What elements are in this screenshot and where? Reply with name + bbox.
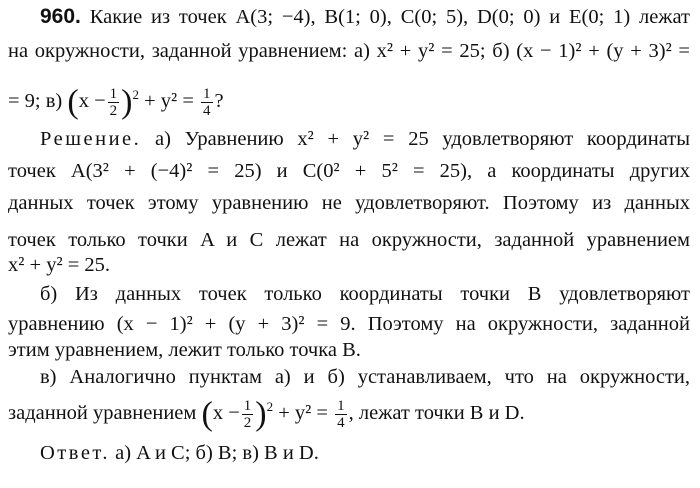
expr-plus-y2: + y² = [144,90,194,112]
fraction-numerator: 1 [243,397,252,414]
problem-text: Какие из точек A(3; −4), B(1; 0), C(0; 5), D(0; 0) и E(0; 1) лежат [89,6,691,28]
fraction-one-half [108,86,120,119]
problem-line-3 [8,78,690,124]
left-paren: ( [201,395,213,433]
exponent: 2 [266,399,274,415]
solution-line-9: в) Аналогично пунктам а) и б) устанавливаем, что на окружности, [40,366,690,388]
answer-text: а) A и C; б) B; в) B и D. [115,442,319,464]
solution-text-1: а) Уравнению x² + y² = 25 удовлетворяют координаты [155,128,690,150]
fraction-numerator: 1 [203,85,211,102]
solution-line-4: точек только точки A и C лежат на окружности, заданной уравнением [8,229,690,251]
fraction-one-half [242,398,254,431]
solution-line-6: б) Из данных точек только координаты точки B удовлетворяют [40,283,690,305]
fraction-denominator: 4 [337,414,345,431]
solution-line-3: данных точек этому уравнению не удовлетворяют. Поэтому из данных [8,192,690,214]
problem-line-2: на окружности, заданной уравнением: а) x² + y² = 25; б) (x − 1)² + (y + 3)² = [8,40,690,62]
fraction-denominator: 4 [203,102,211,119]
solution-line-7: уравнению (x − 1)² + (y + 3)² = 9. Поэтому на окружности, заданной [8,313,690,335]
problem-line-3-start: = 9; в) [8,90,63,112]
solution-line-5: x² + y² = 25. [8,254,111,276]
solution-heading: Решение. [40,128,142,150]
fraction-numerator: 1 [337,397,345,414]
fraction-denominator: 2 [109,102,118,119]
question-mark: ? [214,90,224,112]
fraction-numerator: 1 [109,85,118,102]
expr-x-minus: x − [212,402,240,424]
exponent: 2 [132,87,139,103]
expr-x-minus: x − [78,90,106,112]
right-paren: ) [121,83,133,121]
solution-line-10 [8,390,690,436]
solution-line-2: точек A(3² + (−4)² = 25) и C(0² + 5² = 25), а координаты других [8,160,690,182]
fraction-one-quarter [335,398,347,431]
solution-line-8: этим уравнением, лежит только точка B. [8,339,361,361]
left-paren: ( [67,83,79,121]
problem-line-1 [40,2,690,32]
answer-line [40,438,690,468]
solution-line-1 [40,124,690,154]
expr-plus-y2: + y² = [278,402,328,424]
fraction-denominator: 2 [243,414,252,431]
solution-line-10-start: заданной уравнением [8,402,197,424]
right-paren: ) [255,395,267,433]
problem-number: 960. [40,5,81,28]
fraction-one-quarter [201,86,213,119]
answer-heading: Ответ. [40,442,110,464]
solution-line-10-end: , лежат точки B и D. [348,402,525,424]
